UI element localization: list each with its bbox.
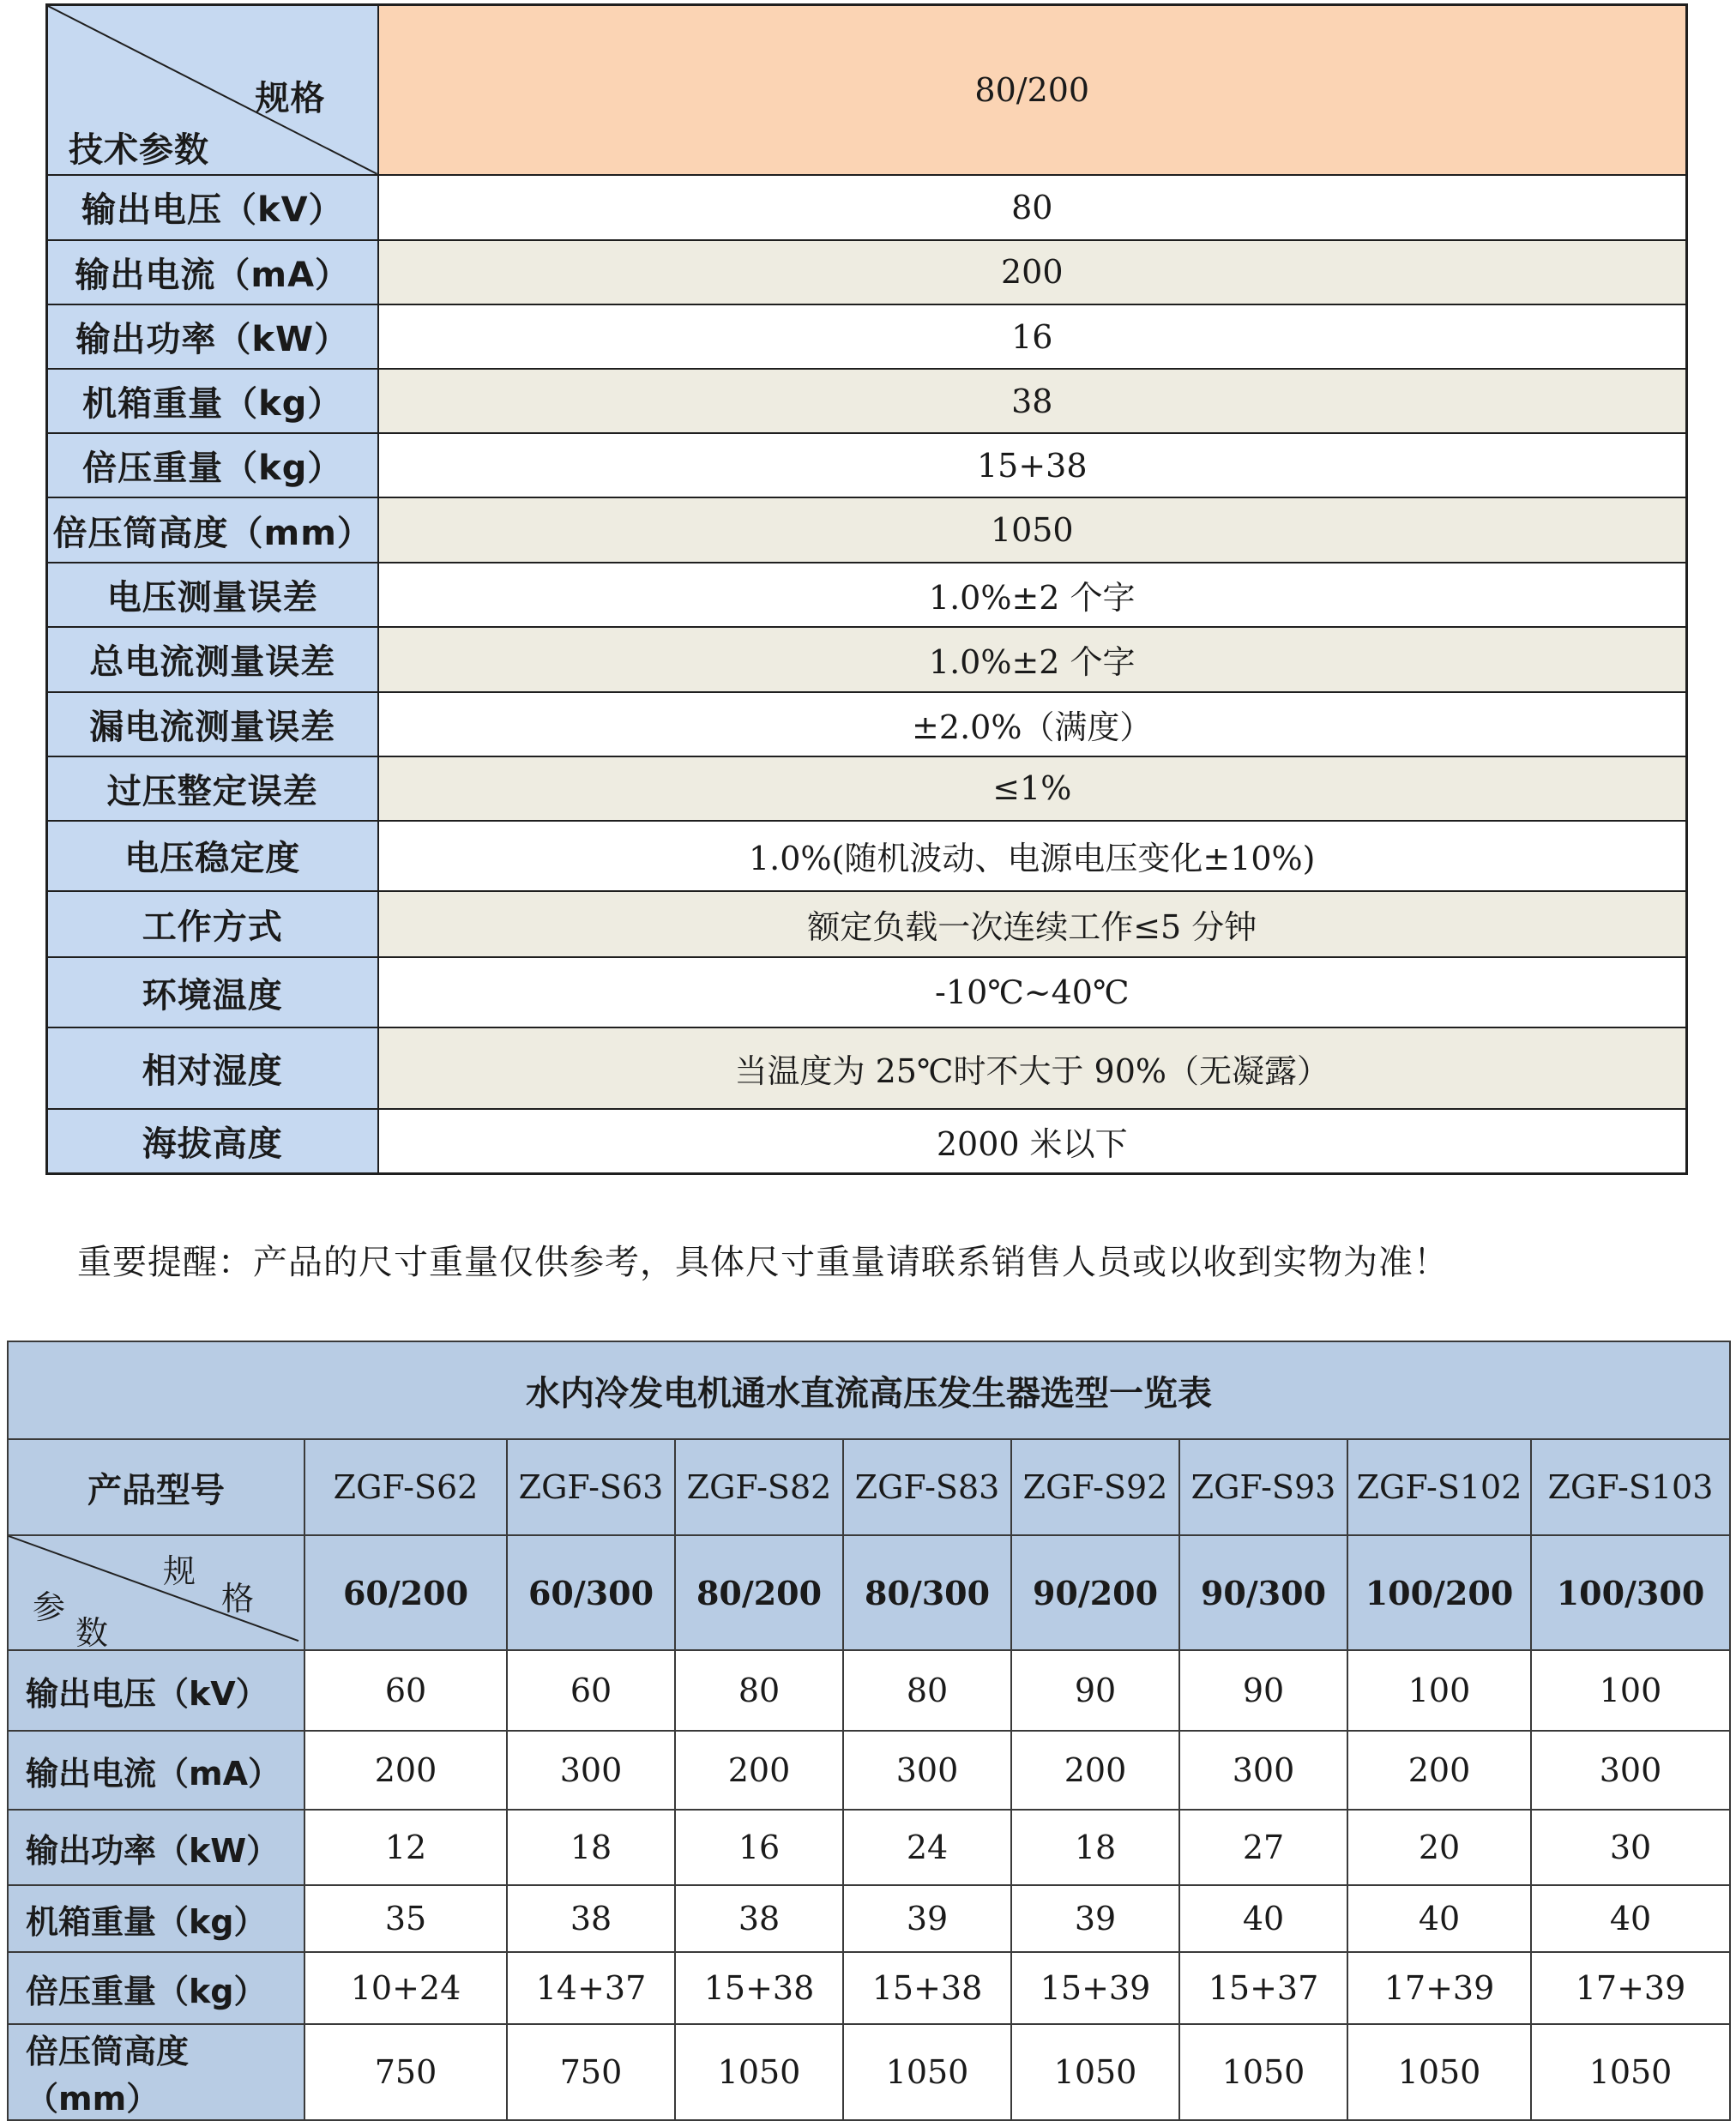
diagonal-header-cell	[47, 5, 378, 175]
selection-value-cell: 80	[675, 1650, 843, 1731]
spec-row-label: 输出电流（mA）	[47, 240, 378, 304]
model-row	[8, 1439, 1730, 1535]
spec-row-value: 当温度为 25℃时不大于 90%（无凝露）	[378, 1027, 1687, 1109]
selection-value-cell: 200	[1347, 1731, 1531, 1810]
spec-row-label: 过压整定误差	[47, 756, 378, 821]
spec-row	[47, 821, 1687, 891]
selection-row-label: 输出功率（kW）	[8, 1810, 304, 1885]
selection-value-cell: 1050	[1531, 2024, 1730, 2120]
spec-row-label: 倍压筒高度（mm）	[47, 497, 378, 563]
selection-value-cell: 10+24	[304, 1952, 507, 2024]
spec-row-value: -10℃~40℃	[378, 957, 1687, 1027]
spec-row	[47, 891, 1687, 957]
model-cell: ZGF-S103	[1531, 1439, 1730, 1535]
selection-value-cell: 38	[675, 1885, 843, 1952]
selection-value-cell: 90	[1011, 1650, 1179, 1731]
selection-value-cell: 38	[507, 1885, 675, 1952]
spec-row-value: 2000 米以下	[378, 1109, 1687, 1173]
selection-value-cell: 39	[1011, 1885, 1179, 1952]
spec-cell: 80/200	[675, 1535, 843, 1650]
model-cell: ZGF-S62	[304, 1439, 507, 1535]
model-cell: ZGF-S82	[675, 1439, 843, 1535]
selection-row-label: 倍压重量（kg）	[8, 1952, 304, 2024]
selection-row	[8, 2024, 1730, 2120]
diag-spec-char-1: 规	[163, 1552, 196, 1590]
spec-row-label: 工作方式	[47, 891, 378, 957]
selection-value-cell: 18	[507, 1810, 675, 1885]
selection-value-cell: 1050	[1179, 2024, 1347, 2120]
selection-value-cell: 750	[304, 2024, 507, 2120]
selection-value-cell: 300	[1179, 1731, 1347, 1810]
spec-row-value: ≤1%	[378, 756, 1687, 821]
selection-value-cell: 17+39	[1531, 1952, 1730, 2024]
model-label: 产品型号	[8, 1439, 304, 1535]
model-cell: ZGF-S83	[843, 1439, 1011, 1535]
selection-value-cell: 20	[1347, 1810, 1531, 1885]
selection-value-cell: 18	[1011, 1810, 1179, 1885]
selection-value-cell: 14+37	[507, 1952, 675, 2024]
spec-cell: 60/200	[304, 1535, 507, 1650]
notice-text: 重要提醒：产品的尺寸重量仅供参考，具体尺寸重量请联系销售人员或以收到实物为准！	[77, 1243, 1449, 1282]
selection-value-cell: 1050	[843, 2024, 1011, 2120]
spec-row	[47, 497, 1687, 563]
selection-value-cell: 16	[675, 1810, 843, 1885]
selection-title-row	[8, 1341, 1730, 1439]
selection-value-cell: 750	[507, 2024, 675, 2120]
spec-row-value: 1.0%(随机波动、电源电压变化±10%)	[378, 821, 1687, 891]
spec-row-label: 电压测量误差	[47, 563, 378, 626]
spec-row-value: 200	[378, 240, 1687, 304]
spec-row	[47, 756, 1687, 821]
selection-value-cell: 300	[507, 1731, 675, 1810]
selection-value-cell: 90	[1179, 1650, 1347, 1731]
selection-value-cell: 15+37	[1179, 1952, 1347, 2024]
spec-row-value: 80	[378, 175, 1687, 240]
spec-row-value: 1.0%±2 个字	[378, 627, 1687, 692]
selection-value-cell: 24	[843, 1810, 1011, 1885]
selection-value-cell: 15+38	[843, 1952, 1011, 2024]
spec-row-value: 15+38	[378, 433, 1687, 497]
selection-value-cell: 300	[843, 1731, 1011, 1810]
selection-value-cell: 15+39	[1011, 1952, 1179, 2024]
diagonal-header-cell-2	[8, 1535, 304, 1650]
selection-row	[8, 1650, 1730, 1731]
spec-row-label: 漏电流测量误差	[47, 692, 378, 756]
selection-value-cell: 1050	[675, 2024, 843, 2120]
spec-cell: 90/200	[1011, 1535, 1179, 1650]
selection-row-label: 机箱重量（kg）	[8, 1885, 304, 1952]
selection-table	[7, 1341, 1731, 2121]
spec-row-value: 16	[378, 304, 1687, 369]
spec-cell: 100/300	[1531, 1535, 1730, 1650]
spec-row	[47, 563, 1687, 626]
model-cell: ZGF-S63	[507, 1439, 675, 1535]
selection-value-cell: 27	[1179, 1810, 1347, 1885]
spec-row-label: 输出电压（kV）	[47, 175, 378, 240]
spec-row	[47, 957, 1687, 1027]
selection-value-cell: 1050	[1347, 2024, 1531, 2120]
spec-row-label: 输出功率（kW）	[47, 304, 378, 369]
selection-value-cell: 40	[1531, 1885, 1730, 1952]
model-cell: ZGF-S93	[1179, 1439, 1347, 1535]
spec-cell: 90/300	[1179, 1535, 1347, 1650]
selection-row	[8, 1885, 1730, 1952]
diag-param-char-1: 参	[33, 1588, 66, 1626]
selection-value-cell: 200	[304, 1731, 507, 1810]
spec-header-label: 规格	[255, 79, 326, 118]
spec-row	[47, 433, 1687, 497]
spec-row	[47, 369, 1687, 433]
model-cell: ZGF-S92	[1011, 1439, 1179, 1535]
spec-row-value: 38	[378, 369, 1687, 433]
diag-spec-char-2: 格	[221, 1580, 255, 1618]
selection-row-label: 输出电流（mA）	[8, 1731, 304, 1810]
selection-row	[8, 1952, 1730, 2024]
selection-value-cell: 300	[1531, 1731, 1730, 1810]
selection-value-cell: 40	[1347, 1885, 1531, 1952]
selection-value-cell: 35	[304, 1885, 507, 1952]
selection-value-cell: 60	[507, 1650, 675, 1731]
selection-value-cell: 40	[1179, 1885, 1347, 1952]
selection-value-cell: 15+38	[675, 1952, 843, 2024]
selection-row-label: 倍压筒高度（mm）	[8, 2024, 304, 2120]
spec-table-body	[47, 175, 1687, 1174]
selection-value-cell: 30	[1531, 1810, 1730, 1885]
spec-row-label: 环境温度	[47, 957, 378, 1027]
spec-value-cell: 80/200	[378, 5, 1687, 175]
spec-row	[47, 627, 1687, 692]
selection-value-cell: 100	[1347, 1650, 1531, 1731]
spec-cell: 80/300	[843, 1535, 1011, 1650]
selection-value-cell: 200	[1011, 1731, 1179, 1810]
param-header-label: 技术参数	[69, 130, 209, 170]
selection-value-cell: 80	[843, 1650, 1011, 1731]
selection-value-cell: 60	[304, 1650, 507, 1731]
selection-value-cell: 39	[843, 1885, 1011, 1952]
spec-cell: 60/300	[507, 1535, 675, 1650]
spec-row	[47, 240, 1687, 304]
spec-cell: 100/200	[1347, 1535, 1531, 1650]
spec-row	[8, 1535, 1730, 1650]
spec-row-value: 1.0%±2 个字	[378, 563, 1687, 626]
spec-row-value: 额定负载一次连续工作≤5 分钟	[378, 891, 1687, 957]
spec-row-label: 电压稳定度	[47, 821, 378, 891]
selection-value-cell: 12	[304, 1810, 507, 1885]
selection-row	[8, 1810, 1730, 1885]
selection-value-cell: 17+39	[1347, 1952, 1531, 2024]
model-cell: ZGF-S102	[1347, 1439, 1531, 1535]
selection-table-body	[8, 1650, 1730, 2120]
spec-row	[47, 175, 1687, 240]
spec-row-label: 相对湿度	[47, 1027, 378, 1109]
spec-row-label: 海拔高度	[47, 1109, 378, 1173]
spec-row-label: 总电流测量误差	[47, 627, 378, 692]
selection-value-cell: 1050	[1011, 2024, 1179, 2120]
spec-row	[47, 304, 1687, 369]
spec-table-header-row	[47, 5, 1687, 175]
spec-row-value: 1050	[378, 497, 1687, 563]
spec-row-label: 机箱重量（kg）	[47, 369, 378, 433]
selection-row-label: 输出电压（kV）	[8, 1650, 304, 1731]
diag-param-char-2: 数	[75, 1614, 109, 1652]
selection-value-cell: 100	[1531, 1650, 1730, 1731]
spec-row	[47, 1109, 1687, 1173]
spec-row-label: 倍压重量（kg）	[47, 433, 378, 497]
selection-table-title: 水内冷发电机通水直流高压发生器选型一览表	[8, 1341, 1730, 1439]
spec-row	[47, 692, 1687, 756]
selection-row	[8, 1731, 1730, 1810]
spec-row	[47, 1027, 1687, 1109]
selection-value-cell: 200	[675, 1731, 843, 1810]
spec-table	[45, 3, 1688, 1175]
spec-row-value: ±2.0%（满度）	[378, 692, 1687, 756]
